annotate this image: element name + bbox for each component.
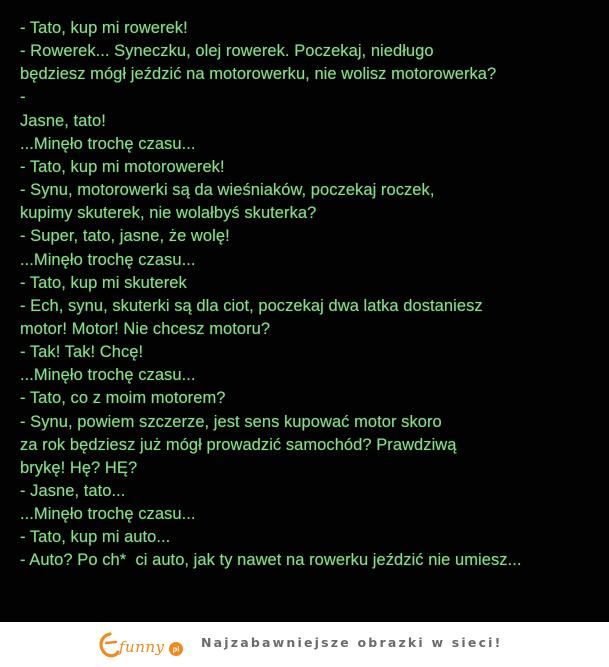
story-line: - Tato, kup mi auto... [20, 528, 171, 547]
funny-logo-icon[interactable] [96, 630, 188, 660]
story-line: ...Minęło trochę czasu... [20, 250, 196, 269]
story-line: motor! Motor! Nie chcesz motoru? [20, 319, 271, 338]
story-line: - Auto? Po ch* ci auto, jak ty nawet na rowerku jeździć nie umiesz... [20, 551, 522, 570]
story-line: - Ech, synu, skuterki są dla ciot, poczekaj dwa latka dostaniesz [20, 296, 483, 315]
story-line: - Tato, kup mi rowerek! [20, 19, 188, 37]
story-line: - Tato, kup mi skuterek [20, 273, 187, 292]
logo-wordmark: funny [119, 638, 165, 656]
story-line: - Tak! Tak! Chcę! [20, 343, 144, 362]
story-line: brykę! Hę? HĘ? [20, 458, 138, 477]
footer-tagline: Najzabawniejsze obrazki w sieci! [201, 635, 503, 650]
story-line: - [20, 88, 26, 107]
story-line: - Synu, motorowerki są da wieśniaków, poczekaj roczek, [20, 181, 435, 200]
story-line: kupimy skuterek, nie wolałbyś skuterka? [20, 204, 317, 223]
story-line: za rok będziesz już mógł prowadzić samochód? Prawdziwą [20, 435, 457, 454]
logo-suffix: pl [172, 644, 180, 654]
story-line: - Jasne, tato... [20, 482, 126, 500]
story-line: - Synu, powiem szczerze, jest sens kupować motor skoro [20, 412, 442, 431]
story-line: będziesz mógł jeździć na motorowerku, nie wolisz motorowerka? [20, 65, 497, 84]
story-line: - Rowerek... Syneczku, olej rowerek. Poczekaj, niedługo [20, 42, 434, 61]
story-line: - Super, tato, jasne, że wolę! [20, 227, 230, 246]
story-line: ...Minęło trochę czasu... [20, 134, 196, 153]
story-line: - Tato, co z moim motorem? [20, 389, 226, 408]
story-line: - Tato, kup mi motorowerek! [20, 157, 225, 176]
story-line: ...Minęło trochę czasu... [20, 505, 196, 524]
footer-bar [0, 622, 609, 667]
story-line: Jasne, tato! [20, 111, 106, 130]
story-line: ...Minęło trochę czasu... [20, 366, 196, 385]
